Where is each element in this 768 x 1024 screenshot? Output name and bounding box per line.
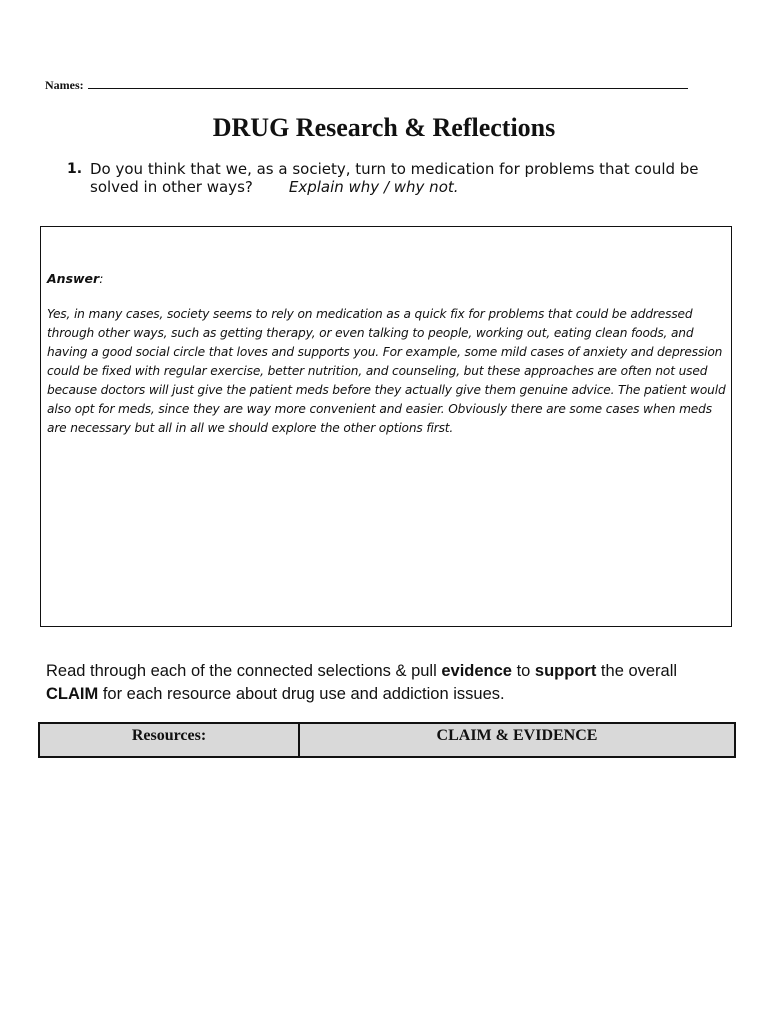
resources-table <box>38 722 736 758</box>
answer-label: Answer: <box>47 271 104 286</box>
claim-evidence-column-header: CLAIM & EVIDENCE <box>299 723 735 757</box>
claim-keyword: CLAIM <box>46 685 99 703</box>
question-text: Do you think that we, as a society, turn to medication for problems that could be solved in other ways? <box>90 160 699 196</box>
table-header-row <box>39 723 735 757</box>
instructions: Read through each of the connected selections & pull evidence to support the overall CLAIM for each resource about drug use and addiction issues. <box>46 662 678 703</box>
support-keyword: support <box>534 662 597 680</box>
names-field <box>45 78 688 93</box>
question-text-block <box>90 160 737 196</box>
resources-column-header: Resources: <box>39 723 299 757</box>
question-prompt: Explain why / why not. <box>288 178 459 196</box>
page-title: DRUG Research & Reflections <box>212 113 556 142</box>
question-1 <box>67 160 737 196</box>
answer-text: Yes, in many cases, society seems to rely on medication as a quick fix for problems that could be addressed through other ways, such as getting therapy, or even talking to people, working out, eating clean foods, and having a good social circle that loves and supports you. For example, some mild cases of anxiety and depression could be fixed with regular exercise, better nutrition, and counseling, but these approaches are often not used because doctors will just give the patient meds before they actually give them genuine advice. The patient would also opt for meds, since they are way more convenient and easier. Obviously there are some cases when meds are necessary but all in all we should explore the other options first. <box>47 307 726 435</box>
names-label: Names: <box>45 78 84 92</box>
names-input-line[interactable] <box>88 78 688 89</box>
evidence-keyword: evidence <box>441 662 512 680</box>
answer-box[interactable] <box>40 226 732 627</box>
question-number: 1. <box>67 161 83 177</box>
